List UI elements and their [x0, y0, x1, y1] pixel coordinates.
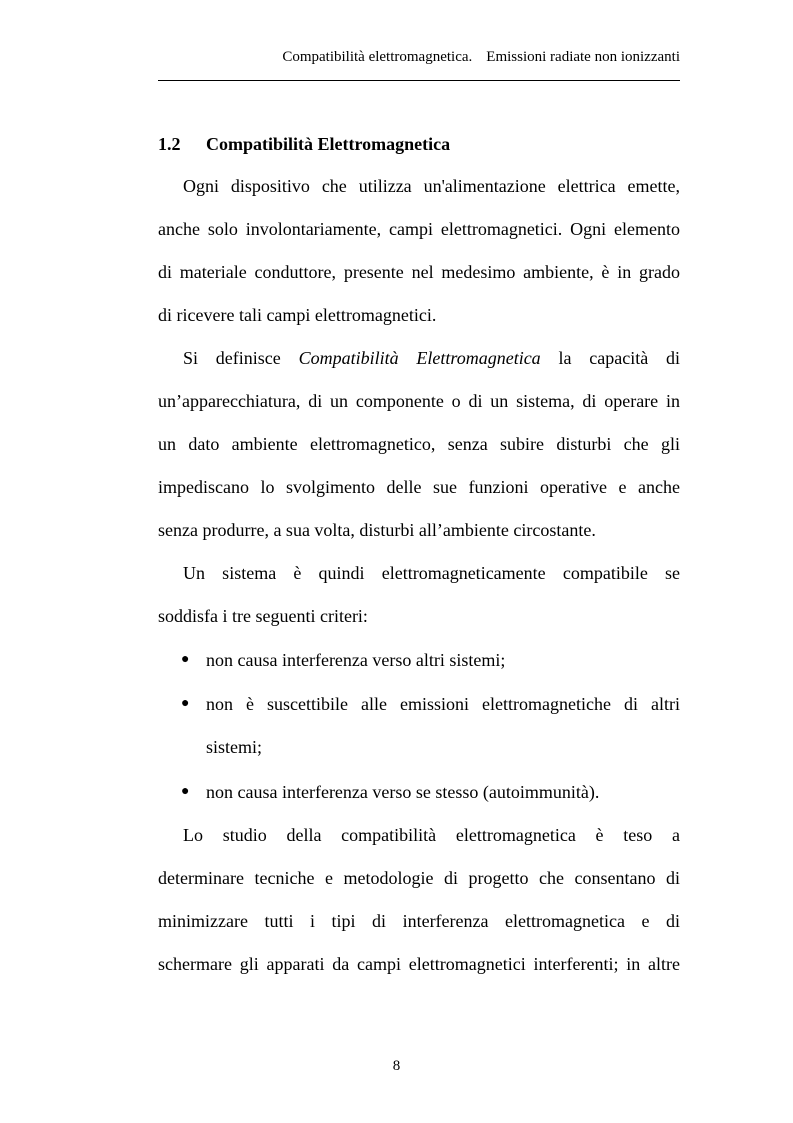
- paragraph-line: determinare tecniche e metodologie di progetto che consentano di: [158, 868, 680, 888]
- definition-lead-rest: la capacità di: [558, 348, 681, 368]
- list-item: non è suscettibile alle emissioni elettromagnetiche di altri: [206, 694, 680, 714]
- list-item: non causa interferenza verso altri sistemi;: [206, 650, 506, 670]
- header-section-title: Emissioni radiate non ionizzanti: [486, 49, 680, 65]
- paragraph-line: anche solo involontariamente, campi elettromagnetici. Ogni elemento: [158, 219, 680, 239]
- bullet-icon: ●: [181, 784, 190, 799]
- bullet-icon: ●: [181, 652, 190, 667]
- paragraph-line: Un sistema è quindi elettromagneticamente compatibile se: [183, 563, 680, 583]
- paragraph-line: minimizzare tutti i tipi di interferenza elettromagnetica e di: [158, 911, 680, 931]
- paragraph-line-definition: [183, 346, 680, 370]
- paragraph-line: di ricevere tali campi elettromagnetici.: [158, 305, 437, 325]
- list-item-continuation: sistemi;: [206, 737, 263, 757]
- paragraph-line: Lo studio della compatibilità elettromagnetica è teso a: [183, 825, 680, 845]
- list-item: non causa interferenza verso se stesso (autoimmunità).: [206, 782, 600, 802]
- page-number: 8: [392, 1058, 401, 1074]
- running-header: [158, 46, 680, 68]
- paragraph-line: schermare gli apparati da campi elettromagnetici interferenti; in altre: [158, 954, 680, 974]
- paragraph-line: di materiale conduttore, presente nel medesimo ambiente, è in grado: [158, 262, 680, 282]
- paragraph-line: Ogni dispositivo che utilizza un'alimentazione elettrica emette,: [183, 176, 680, 196]
- paragraph-line: un’apparecchiatura, di un componente o di un sistema, di operare in: [158, 391, 680, 411]
- header-rule: [158, 80, 680, 81]
- paragraph-line: soddisfa i tre seguenti criteri:: [158, 606, 368, 626]
- paragraph-line: un dato ambiente elettromagnetico, senza subire disturbi che gli: [158, 434, 680, 454]
- paragraph-line: senza produrre, a sua volta, disturbi all’ambiente circostante.: [158, 520, 596, 540]
- section-title: Compatibilità Elettromagnetica: [206, 134, 451, 154]
- defined-term: Compatibilità Elettromagnetica: [298, 348, 541, 368]
- paragraph-line: impediscano lo svolgimento delle sue funzioni operative e anche: [158, 477, 680, 497]
- header-chapter-title: Compatibilità elettromagnetica.: [282, 49, 473, 65]
- definition-lead: Si definisce: [183, 348, 281, 368]
- section-number: 1.2: [158, 134, 181, 154]
- section-heading: [158, 131, 450, 157]
- bullet-icon: ●: [181, 696, 190, 711]
